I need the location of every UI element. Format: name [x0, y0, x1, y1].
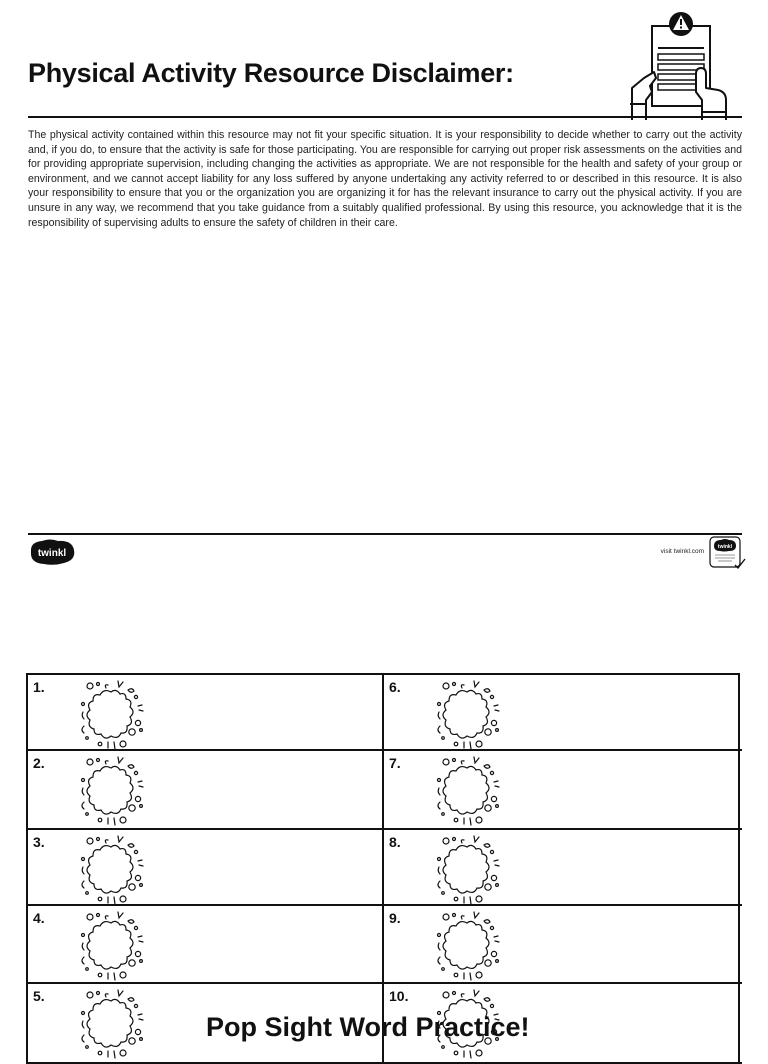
- grid-cell-1[interactable]: [28, 675, 384, 751]
- visit-website-link[interactable]: visit twinkl.com: [660, 548, 704, 555]
- grid-cell-8[interactable]: [384, 830, 742, 906]
- cell-number: 4.: [33, 910, 45, 926]
- svg-text:twinkl: twinkl: [717, 544, 733, 550]
- paint-splat-icon: [434, 909, 500, 981]
- cell-number: 1.: [33, 679, 45, 695]
- svg-text:twinkl: twinkl: [37, 548, 67, 559]
- cell-number: 6.: [389, 679, 401, 695]
- cell-number: 2.: [33, 755, 45, 771]
- grid-cell-7[interactable]: [384, 751, 742, 830]
- cell-number: 9.: [389, 910, 401, 926]
- cell-number: 5.: [33, 988, 45, 1004]
- grid-cell-2[interactable]: [28, 751, 384, 830]
- twinkl-quality-badge: [708, 535, 746, 569]
- cell-number: 3.: [33, 834, 45, 850]
- paint-splat-icon: [78, 987, 144, 1059]
- footer-divider: [28, 533, 742, 535]
- paint-splat-icon: [78, 678, 144, 750]
- sight-word-grid: [26, 673, 740, 1064]
- grid-cell-9[interactable]: [384, 906, 742, 984]
- disclaimer-text: The physical activity contained within this resource may not fit your specific situation. It is your responsibility to decide whether to carry out the activity and, if you do, to ensure that the activity is safe for those participating. You are responsible for carrying out proper risk assessments on the activities and for providing appropriate supervision, including changing the activities as appropriate. We are not responsible for the health and safety of your group or environment, and we cannot accept liability for any loss suffered by anyone undertaking any activity referred to or described in this resource. It is also your responsibility to ensure that you or the organization you are organizing it for has the relevant insurance to carry out the physical activity. If you are unsure in any way, we recommend that you take guidance from a suitably qualified professional. By using this resource, you acknowledge that it is the responsibility of supervising adults to ensure the safety of children in their care.: [28, 129, 742, 229]
- cell-number: 7.: [389, 755, 401, 771]
- paint-splat-icon: [78, 754, 144, 826]
- paint-splat-icon: [434, 833, 500, 905]
- page-title: Physical Activity Resource Disclaimer:: [28, 58, 514, 88]
- title-divider: [28, 116, 742, 118]
- paint-splat-icon: [434, 754, 500, 826]
- grid-cell-4[interactable]: [28, 906, 384, 984]
- paint-splat-icon: [78, 833, 144, 905]
- cell-number: 8.: [389, 834, 401, 850]
- twinkl-logo: [28, 538, 76, 566]
- grid-cell-3[interactable]: [28, 830, 384, 906]
- grid-cell-6[interactable]: [384, 675, 742, 751]
- cell-number: 10.: [389, 988, 409, 1004]
- clipboard-warning-icon: [626, 8, 732, 120]
- paint-splat-icon: [78, 909, 144, 981]
- paint-splat-icon: [434, 678, 500, 750]
- worksheet-title: Pop Sight Word Practice!: [206, 1012, 530, 1042]
